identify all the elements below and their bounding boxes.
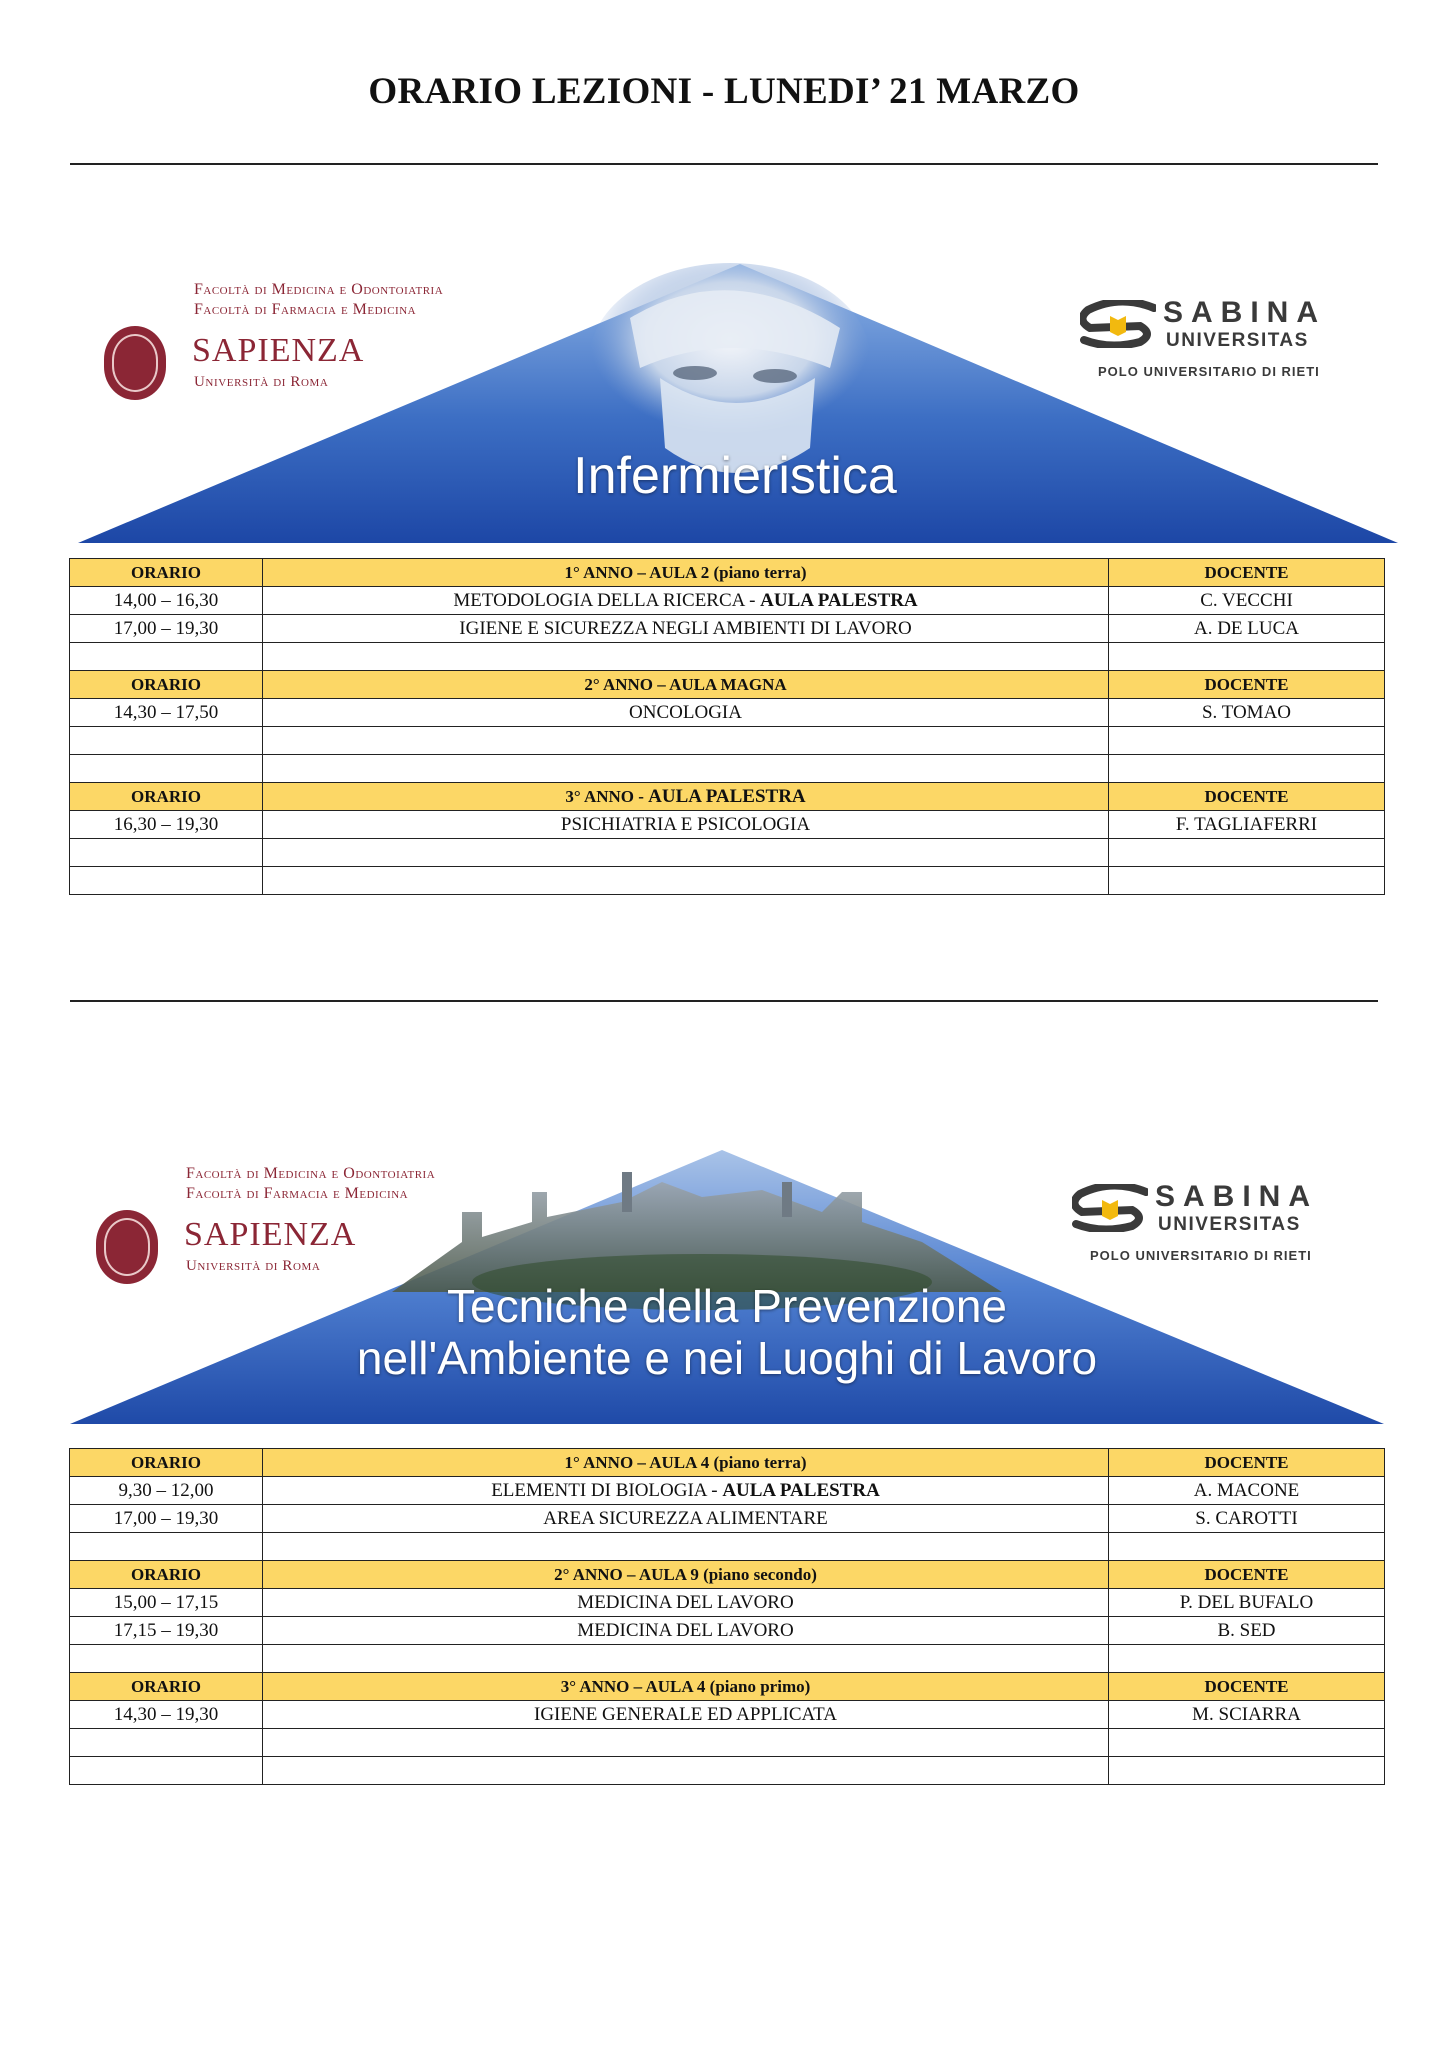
header-teacher: DOCENTE	[1109, 783, 1385, 811]
cell-subject: AREA SICUREZZA ALIMENTARE	[263, 1505, 1109, 1533]
cell-subject: METODOLOGIA DELLA RICERCA - AULA PALESTRA	[263, 587, 1109, 615]
cell-time	[70, 727, 263, 755]
sabina-book-icon	[1080, 300, 1156, 348]
cell-subject	[263, 839, 1109, 867]
cell-time	[70, 867, 263, 895]
cell-teacher: F. TAGLIAFERRI	[1109, 811, 1385, 839]
cell-teacher	[1109, 1533, 1385, 1561]
table-row	[70, 755, 1385, 783]
schedule-table-infermieristica	[69, 558, 1385, 895]
table-row	[70, 643, 1385, 671]
cell-teacher	[1109, 1729, 1385, 1757]
cell-teacher: S. CAROTTI	[1109, 1505, 1385, 1533]
faculty-names	[194, 280, 443, 320]
cell-time	[70, 1533, 263, 1561]
cell-subject	[263, 1533, 1109, 1561]
faculty-line: Facoltà di Medicina e Odontoiatria	[194, 281, 444, 298]
sabina-universitas: UNIVERSITAS	[1158, 1214, 1301, 1235]
header-year: 2° ANNO – AULA 9 (piano secondo)	[263, 1561, 1109, 1589]
cell-time: 14,30 – 19,30	[70, 1701, 263, 1729]
table-row	[70, 811, 1385, 839]
cell-teacher	[1109, 867, 1385, 895]
table-row	[70, 699, 1385, 727]
cell-time: 15,00 – 17,15	[70, 1589, 263, 1617]
cell-subject	[263, 643, 1109, 671]
header-year: 1° ANNO – AULA 4 (piano terra)	[263, 1449, 1109, 1477]
cell-teacher	[1109, 1757, 1385, 1785]
cell-teacher	[1109, 643, 1385, 671]
sapienza-name: SAPIENZA	[184, 1216, 357, 1253]
cell-teacher: C. VECCHI	[1109, 587, 1385, 615]
header-teacher: DOCENTE	[1109, 559, 1385, 587]
cell-subject	[263, 867, 1109, 895]
header-teacher: DOCENTE	[1109, 1561, 1385, 1589]
header-time: ORARIO	[70, 783, 263, 811]
table-header-row	[70, 1449, 1385, 1477]
sapienza-name: SAPIENZA	[192, 332, 365, 369]
course-title	[62, 1280, 1392, 1384]
course-title-line: Tecniche della Prevenzione	[446, 1280, 1008, 1332]
cell-time	[70, 1645, 263, 1673]
table-header-row	[70, 1561, 1385, 1589]
cell-teacher	[1109, 839, 1385, 867]
course-banner-tecniche-prevenzione	[62, 1142, 1392, 1432]
table-row	[70, 1701, 1385, 1729]
cell-subject: ELEMENTI DI BIOLOGIA - AULA PALESTRA	[263, 1477, 1109, 1505]
table-row	[70, 839, 1385, 867]
cell-time: 14,00 – 16,30	[70, 587, 263, 615]
header-year: 2° ANNO – AULA MAGNA	[263, 671, 1109, 699]
course-title-line: nell'Ambiente e nei Luoghi di Lavoro	[356, 1332, 1098, 1384]
course-banner-infermieristica	[70, 258, 1400, 548]
header-teacher: DOCENTE	[1109, 671, 1385, 699]
table-row	[70, 867, 1385, 895]
table-row	[70, 1533, 1385, 1561]
header-time: ORARIO	[70, 559, 263, 587]
cell-teacher: P. DEL BUFALO	[1109, 1589, 1385, 1617]
table-row	[70, 1645, 1385, 1673]
header-year: 1° ANNO – AULA 2 (piano terra)	[263, 559, 1109, 587]
table-header-row	[70, 559, 1385, 587]
table-row	[70, 1589, 1385, 1617]
cell-time: 17,00 – 19,30	[70, 1505, 263, 1533]
header-time: ORARIO	[70, 671, 263, 699]
header-time: ORARIO	[70, 1673, 263, 1701]
sabina-polo: POLO UNIVERSITARIO DI RIETI	[1090, 1248, 1312, 1263]
faculty-line: Facoltà di Farmacia e Medicina	[186, 1185, 409, 1202]
header-time: ORARIO	[70, 1561, 263, 1589]
table-header-row	[70, 1673, 1385, 1701]
cell-time: 17,15 – 19,30	[70, 1617, 263, 1645]
sabina-name: SABINA	[1155, 1180, 1319, 1213]
table-row	[70, 727, 1385, 755]
table-row	[70, 615, 1385, 643]
course-title	[70, 448, 1400, 504]
cell-time: 14,30 – 17,50	[70, 699, 263, 727]
cell-time	[70, 1757, 263, 1785]
table-row	[70, 1729, 1385, 1757]
cell-teacher: A. MACONE	[1109, 1477, 1385, 1505]
cell-subject	[263, 1729, 1109, 1757]
sabina-universitas: UNIVERSITAS	[1166, 330, 1309, 351]
sabina-book-icon	[1072, 1184, 1148, 1232]
cell-time: 17,00 – 19,30	[70, 615, 263, 643]
sapienza-seal-icon	[104, 326, 166, 400]
table-row	[70, 587, 1385, 615]
header-time: ORARIO	[70, 1449, 263, 1477]
cell-time	[70, 755, 263, 783]
cell-subject	[263, 1757, 1109, 1785]
cell-teacher	[1109, 727, 1385, 755]
cell-subject: IGIENE GENERALE ED APPLICATA	[263, 1701, 1109, 1729]
sapienza-subtitle: Università di Roma	[186, 1258, 321, 1274]
table-row	[70, 1505, 1385, 1533]
cell-teacher: A. DE LUCA	[1109, 615, 1385, 643]
header-year: 3° ANNO – AULA 4 (piano primo)	[263, 1673, 1109, 1701]
cell-time: 9,30 – 12,00	[70, 1477, 263, 1505]
cell-teacher	[1109, 755, 1385, 783]
divider	[70, 163, 1378, 165]
header-teacher: DOCENTE	[1109, 1449, 1385, 1477]
table-row	[70, 1617, 1385, 1645]
sabina-polo: POLO UNIVERSITARIO DI RIETI	[1098, 364, 1320, 379]
cell-time: 16,30 – 19,30	[70, 811, 263, 839]
cell-subject: PSICHIATRIA E PSICOLOGIA	[263, 811, 1109, 839]
table-header-row	[70, 671, 1385, 699]
table-row	[70, 1477, 1385, 1505]
header-teacher: DOCENTE	[1109, 1673, 1385, 1701]
course-title-line: Infermieristica	[573, 447, 897, 505]
cell-subject: MEDICINA DEL LAVORO	[263, 1617, 1109, 1645]
divider	[70, 1000, 1378, 1002]
sapienza-subtitle: Università di Roma	[194, 374, 329, 390]
cell-subject: IGIENE E SICUREZZA NEGLI AMBIENTI DI LAVORO	[263, 615, 1109, 643]
cell-teacher: S. TOMAO	[1109, 699, 1385, 727]
cell-subject: MEDICINA DEL LAVORO	[263, 1589, 1109, 1617]
cell-subject	[263, 1645, 1109, 1673]
cell-subject	[263, 727, 1109, 755]
cell-teacher	[1109, 1645, 1385, 1673]
page-title: ORARIO LEZIONI - LUNEDI’ 21 MARZO	[368, 71, 1080, 112]
cell-subject: ONCOLOGIA	[263, 699, 1109, 727]
cell-time	[70, 839, 263, 867]
faculty-line: Facoltà di Farmacia e Medicina	[194, 301, 417, 318]
cell-teacher: M. SCIARRA	[1109, 1701, 1385, 1729]
cell-time	[70, 643, 263, 671]
table-row	[70, 1757, 1385, 1785]
header-year: 3° ANNO - AULA PALESTRA	[263, 783, 1109, 811]
faculty-line: Facoltà di Medicina e Odontoiatria	[186, 1165, 436, 1182]
faculty-names	[186, 1164, 435, 1204]
cell-time	[70, 1729, 263, 1757]
cell-teacher: B. SED	[1109, 1617, 1385, 1645]
table-header-row	[70, 783, 1385, 811]
sabina-name: SABINA	[1163, 296, 1327, 329]
schedule-table-tecniche-prevenzione	[69, 1448, 1385, 1785]
cell-subject	[263, 755, 1109, 783]
sapienza-seal-icon	[96, 1210, 158, 1284]
